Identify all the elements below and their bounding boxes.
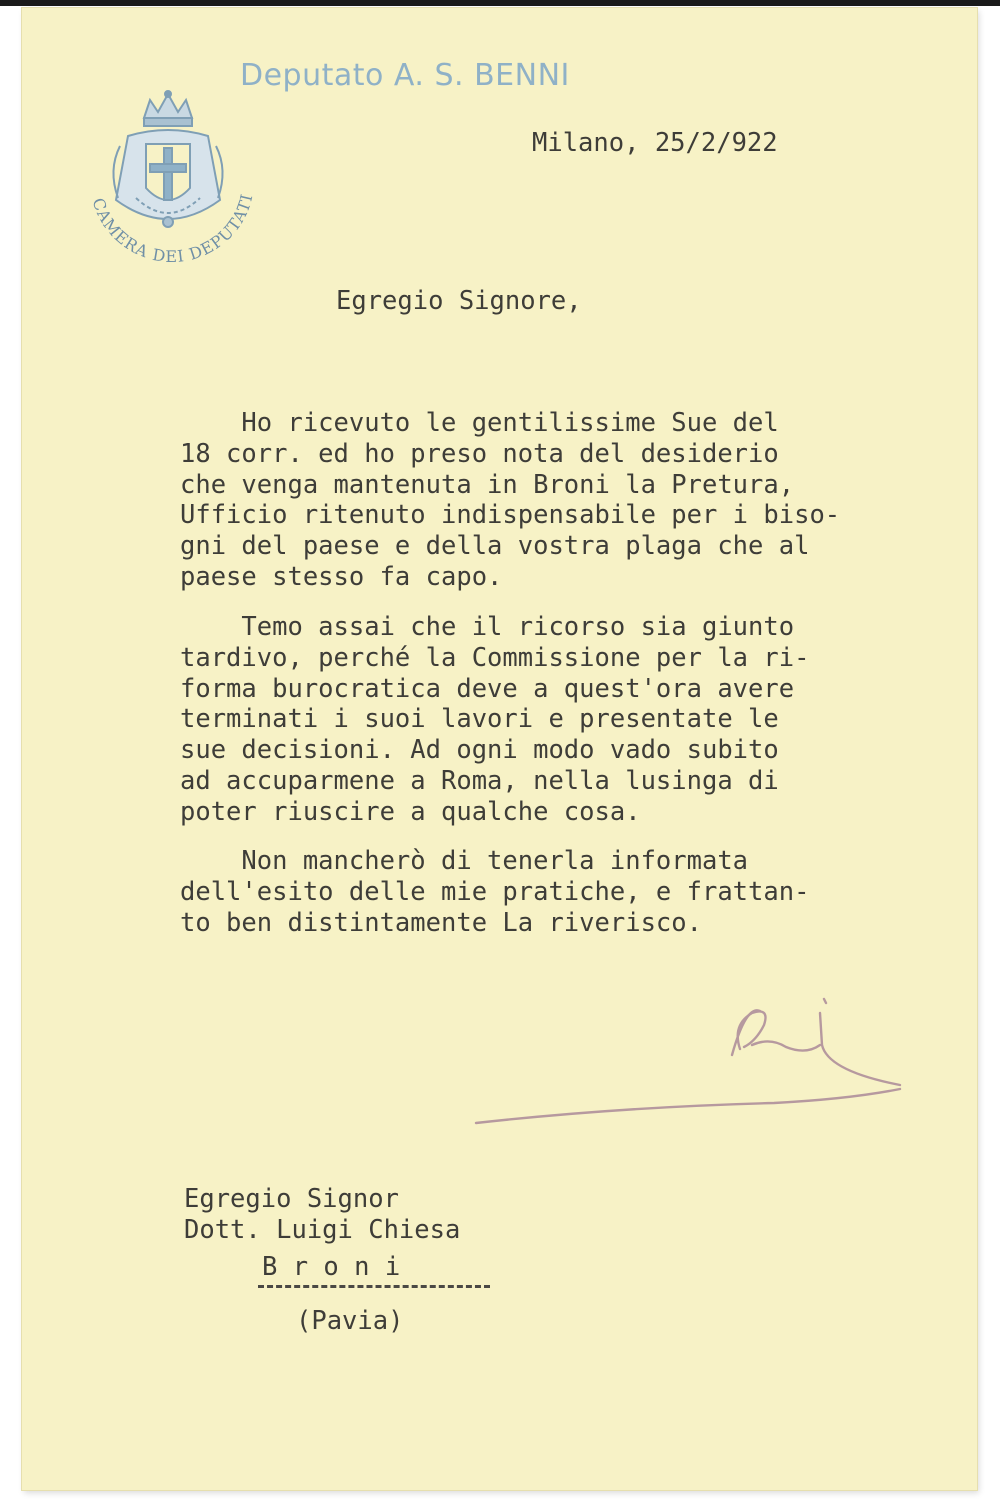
recipient-province: (Pavia) bbox=[296, 1306, 404, 1336]
paragraph-line: 18 corr. ed ho preso nota del desiderio bbox=[180, 438, 779, 469]
paragraph-line: paese stesso fa capo. bbox=[180, 561, 503, 592]
paragraph-line: dell'esito delle mie pratiche, e frattan- bbox=[180, 876, 810, 907]
paragraph-line: to ben distintamente La riverisco. bbox=[180, 907, 702, 938]
recipient-city: B r o n i bbox=[262, 1252, 401, 1282]
paragraph-line: gni del paese e della vostra plaga che al bbox=[180, 531, 810, 562]
paragraph-line: ad accuparmene a Roma, nella lusinga di bbox=[180, 765, 779, 796]
paragraph-line: poter riuscire a qualche cosa. bbox=[180, 796, 641, 827]
paragraph-line: che venga mantenuta in Broni la Pretura, bbox=[180, 469, 795, 500]
handwritten-signature bbox=[470, 985, 910, 1125]
paragraph-3 bbox=[180, 846, 960, 938]
paragraph-line: Temo assai che il ricorso sia giunto bbox=[180, 612, 795, 642]
city-underline bbox=[258, 1285, 490, 1288]
paragraph-line: Ufficio ritenuto indispensabile per i biso- bbox=[180, 500, 841, 531]
recipient-name: Dott. Luigi Chiesa bbox=[184, 1215, 461, 1245]
letterhead-title: Deputato A. S. BENNI bbox=[240, 58, 570, 93]
paragraph-line: Non mancherò di tenerla informata bbox=[180, 846, 749, 876]
salutation: Egregio Signore, bbox=[336, 286, 582, 316]
paragraph-line: tardivo, perché la Commissione per la ri- bbox=[180, 642, 810, 673]
recipient-address bbox=[184, 1184, 684, 1246]
scan-top-edge bbox=[0, 0, 1000, 6]
letter-date: Milano, 25/2/922 bbox=[532, 128, 778, 158]
recipient-title: Egregio Signor bbox=[184, 1184, 399, 1214]
paragraph-line: Ho ricevuto le gentilissime Sue del bbox=[180, 408, 779, 438]
paragraph-1 bbox=[180, 408, 960, 593]
paragraph-2 bbox=[180, 612, 960, 828]
paragraph-line: terminati i suoi lavori e presentate le bbox=[180, 704, 779, 735]
paragraph-line: sue decisioni. Ad ogni modo vado subito bbox=[180, 735, 779, 766]
chamber-of-deputies-emblem bbox=[72, 88, 268, 278]
emblem-caption: CAMERA DEI DEPUTATI bbox=[88, 191, 257, 267]
paragraph-line: forma burocratica deve a quest'ora avere bbox=[180, 673, 795, 704]
